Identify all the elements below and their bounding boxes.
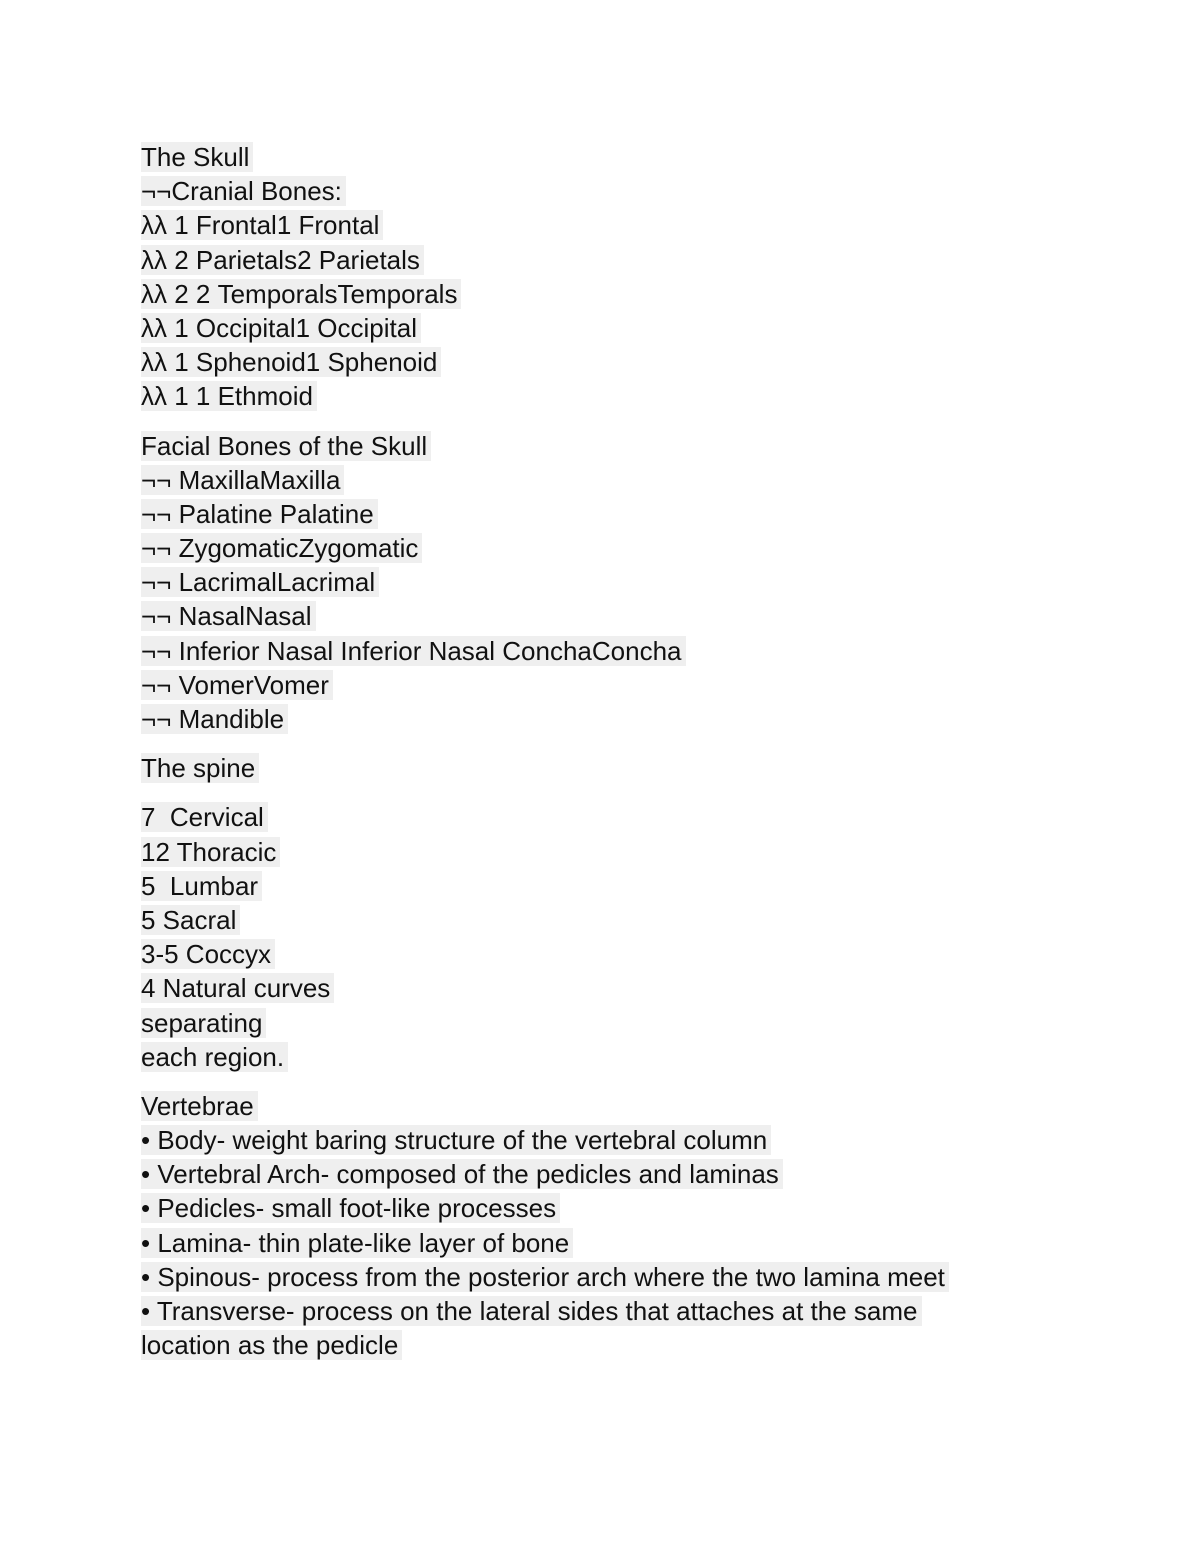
section-spine-heading — [141, 751, 1041, 785]
list-item: ¬¬ LacrimalLacrimal — [141, 565, 1041, 599]
section-vertebrae — [141, 1089, 1041, 1363]
list-item: 4 Natural curves — [141, 971, 1041, 1005]
section-heading-facial: Facial Bones of the Skull — [141, 429, 1041, 463]
list-item: 5 Sacral — [141, 903, 1041, 937]
list-item: ¬¬ NasalNasal — [141, 599, 1041, 633]
section-heading-skull: The Skull — [141, 140, 1041, 174]
section-heading-spine: The spine — [141, 751, 1041, 785]
list-item: ¬¬Cranial Bones: — [141, 174, 1041, 208]
list-item: each region. — [141, 1040, 1041, 1074]
list-item: • Transverse- process on the lateral sides that attaches at the same — [141, 1294, 1041, 1328]
list-item: location as the pedicle — [141, 1328, 1041, 1362]
list-item: separating — [141, 1006, 1041, 1040]
list-item: 3-5 Coccyx — [141, 937, 1041, 971]
list-item: • Pedicles- small foot-like processes — [141, 1191, 1041, 1225]
list-item: λλ 1 Frontal1 Frontal — [141, 208, 1041, 242]
list-item: ¬¬ ZygomaticZygomatic — [141, 531, 1041, 565]
list-item: λλ 1 1 Ethmoid — [141, 379, 1041, 413]
list-item: ¬¬ MaxillaMaxilla — [141, 463, 1041, 497]
section-skull — [141, 140, 1041, 414]
list-item: • Vertebral Arch- composed of the pedicles and laminas — [141, 1157, 1041, 1191]
list-item: ¬¬ Inferior Nasal Inferior Nasal ConchaConcha — [141, 634, 1041, 668]
list-item: 7 Cervical — [141, 800, 1041, 834]
list-item: 12 Thoracic — [141, 835, 1041, 869]
list-item: λλ 1 Sphenoid1 Sphenoid — [141, 345, 1041, 379]
list-item: ¬¬ Palatine Palatine — [141, 497, 1041, 531]
section-heading-vertebrae: Vertebrae — [141, 1089, 1041, 1123]
list-item: 5 Lumbar — [141, 869, 1041, 903]
list-item: λλ 2 Parietals2 Parietals — [141, 243, 1041, 277]
list-item: λλ 1 Occipital1 Occipital — [141, 311, 1041, 345]
list-item: • Body- weight baring structure of the vertebral column — [141, 1123, 1041, 1157]
list-item: • Spinous- process from the posterior arch where the two lamina meet — [141, 1260, 1041, 1294]
list-item: ¬¬ Mandible — [141, 702, 1041, 736]
list-item: ¬¬ VomerVomer — [141, 668, 1041, 702]
section-spine — [141, 800, 1041, 1074]
list-item: λλ 2 2 TemporalsTemporals — [141, 277, 1041, 311]
document-content — [141, 140, 1041, 1362]
list-item: • Lamina- thin plate-like layer of bone — [141, 1226, 1041, 1260]
section-facial-bones — [141, 429, 1041, 737]
